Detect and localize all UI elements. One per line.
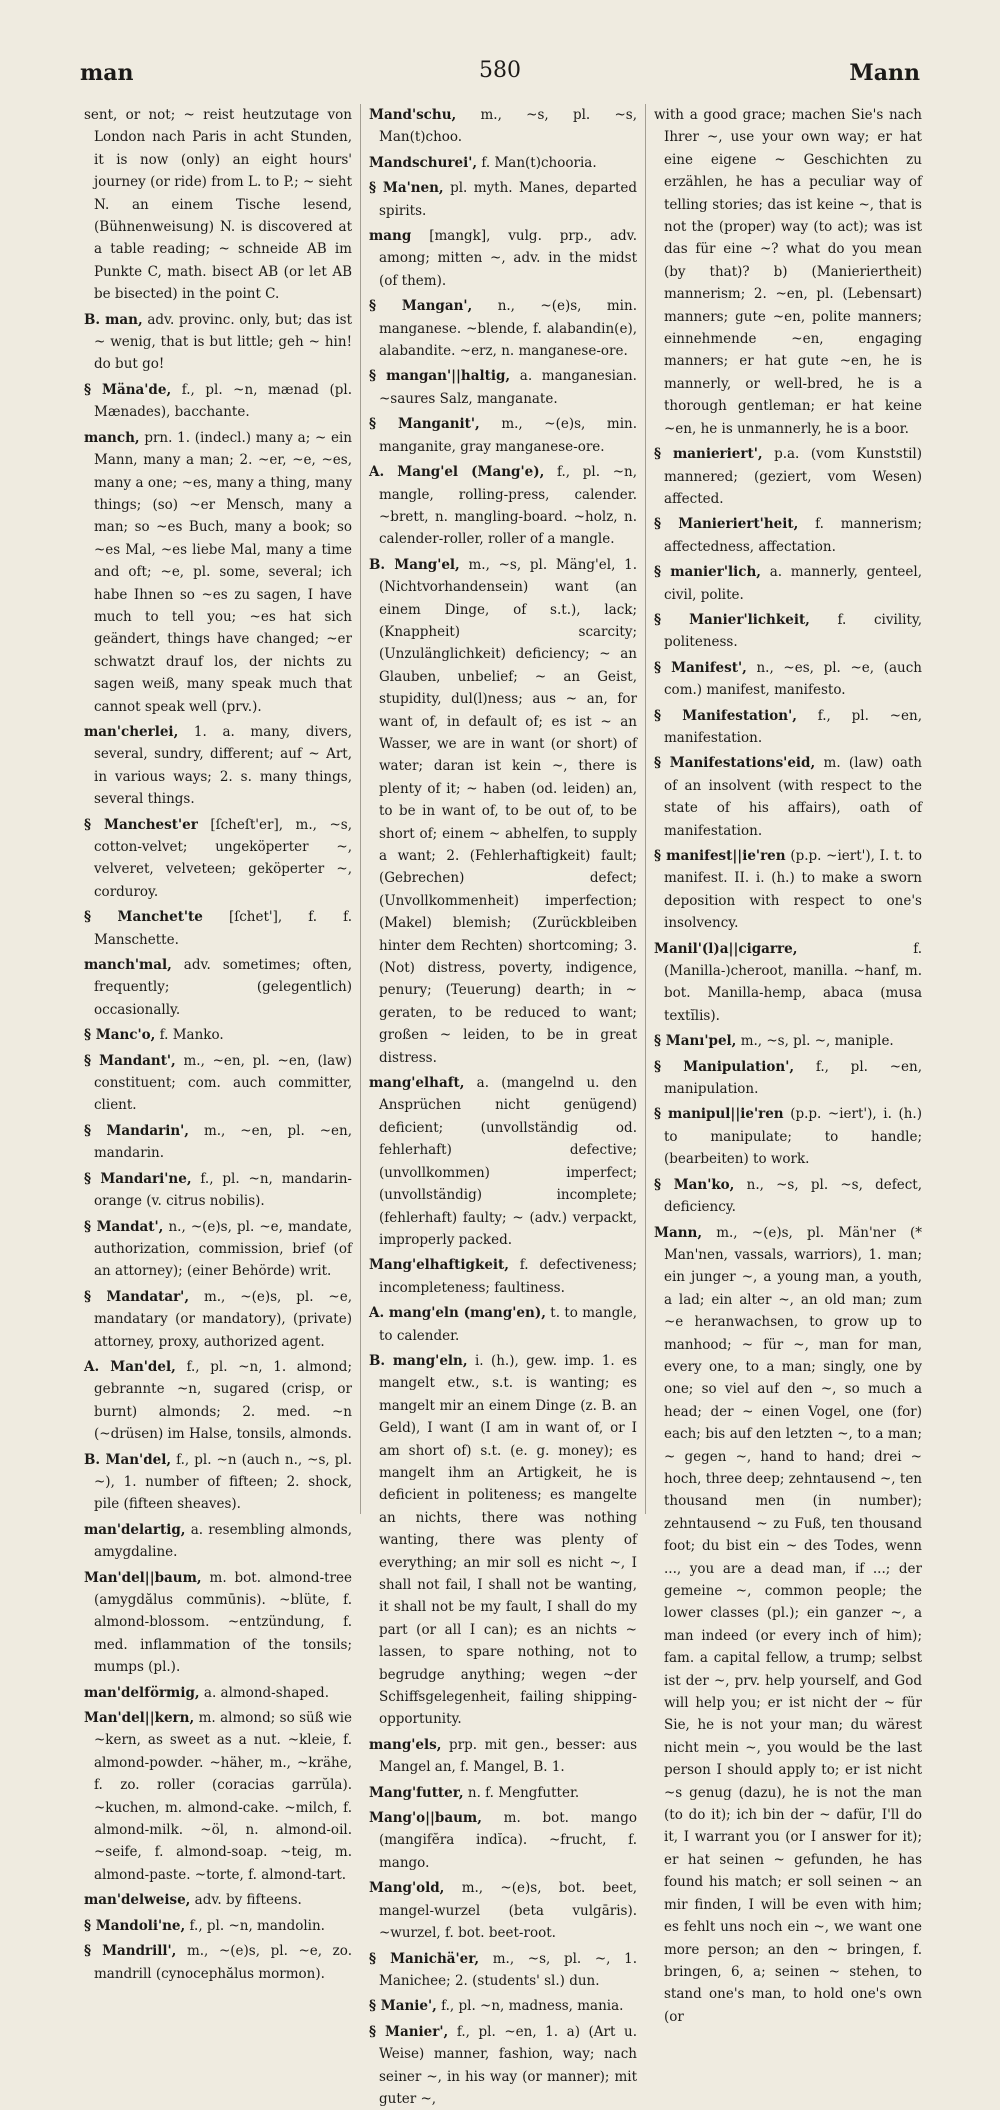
entry-headword: § Mandarin',: [84, 1122, 189, 1139]
entry-definition: adv. by fifteens.: [194, 1892, 302, 1909]
entry-headword: § Manifest',: [654, 659, 747, 676]
entry-headword: § Mandat',: [84, 1218, 164, 1235]
dictionary-entry: [654, 1103, 922, 1170]
dictionary-entry: [369, 177, 637, 222]
entry-headword: Mandschurei',: [369, 154, 478, 171]
dictionary-entry: [84, 1050, 352, 1117]
column-3: [648, 104, 928, 2025]
dictionary-entry: [369, 225, 637, 292]
dictionary-entry: [84, 814, 352, 904]
column-2: [363, 104, 643, 2107]
entry-definition: sent, or not; ~ reist heutzutage von London nach Paris in acht Stunden, it is now (only) an eight hours' journey (or ride) from L. to P.; ~ sieht N. an einem Tische lesend, (Bühnenweisung) N. is discovered at a table reading; ~ schneide AB im Punkte C, math. bisect AB (or let AB be bisected) in the point C.: [84, 107, 352, 303]
entry-definition: a. almond-shaped.: [203, 1684, 329, 1701]
dictionary-entry: [84, 1915, 352, 1937]
entry-headword: Manil'(l)a||cigarre,: [654, 940, 798, 957]
entry-definition: m., ~en, pl. ~en, (law) constituent; com. auch committer, client.: [94, 1052, 352, 1114]
entry-headword: man'delweise,: [84, 1892, 191, 1909]
entry-headword: § Mangan',: [369, 298, 473, 315]
entry-definition: m., ~s, pl. ~s, Man(t)choo.: [379, 107, 637, 146]
dictionary-entry: [654, 1174, 922, 1219]
dictionary-entry: [84, 1216, 352, 1283]
entry-definition: a. (mangelnd u. den Ansprüchen nicht genügend) deficient; (unvollständig od. fehlerhaft) defective; (unvollkommen) imperfect; (unvollständig) incomplete; (fehlerhaft) faulty; ~ (adv.) verpackt, improperly packed.: [379, 1075, 637, 1248]
right-guide-word: Mann: [849, 60, 920, 86]
entry-definition: f., pl. ~n, mandarin-orange (v. citrus nobilis).: [94, 1170, 352, 1210]
column-divider: [360, 104, 361, 1514]
entry-definition: f. (Manilla-)cheroot, manilla. ~hanf, m. bot. Manilla-hemp, abaca (musa textĭlis).: [664, 940, 922, 1024]
entry-definition: f., pl. ~n, madness, mania.: [441, 1998, 624, 2015]
entry-headword: Man'del||kern,: [84, 1710, 195, 1727]
entry-headword: man'delförmig,: [84, 1684, 200, 1701]
entry-definition: m., ~s, pl. ~, 1. Manichee; 2. (students' sl.) dun.: [379, 1950, 637, 1989]
dictionary-entry: [84, 1567, 352, 1679]
entry-headword: § manifest||ie'ren: [654, 848, 786, 864]
entry-definition: a. manganesian. ~saures Salz, manganate.: [379, 368, 637, 407]
entry-definition: adv. provinc. only, but; das ist ~ wenig, that is but little; geh ~ hin! do but go!: [94, 311, 352, 373]
dictionary-entry: [369, 1254, 637, 1299]
dictionary-entry: [369, 461, 637, 551]
entry-headword: A. Man'del,: [84, 1358, 176, 1375]
column-divider: [645, 104, 646, 1514]
entry-definition: m., ~(e)s, pl. Män'ner (* Man'nen, vassals, warriors), 1. man; ein junger ~, a young man, a youth, a lad; ein alter ~, an old man; zum ~e heranwachsen, to grow up to manhood; ~ für ~, man for man, every one, to a man; singly, one by one; so viel auf den ~, so much a head; der ~ einen Vogel, one (for) each; bis auf den letzten ~, to a man; ~ gegen ~, hand to hand; drei ~ hoch, three deep; zehntausend ~, ten thousand men (in number); zehntausend ~ zu Fuß, ten thousand foot; du bist ein ~ des Todes, wenn ..., you are a dead man, if ...; der gemeine ~, common people; the lower classes (pl.); ein ganzer ~, a man indeed (or every inch of him); fam. a capital fellow, a trump; selbst ist der ~, prv. help yourself, and God will help you; er ist nicht der ~ für Sie, he is not your man; du wärest nicht mein ~, you would be the last person I should apply to; er ist nicht ~s genug (dazu), he is not the man (to do it); ich bin der ~ dafür, I'll do it, I warrant you (or I answer for it); er hat seinen ~ gefunden, he has found his match; er soll seinen ~ an mir finden, I will be even with him; es fehlt uns noch ein ~, we want one more person; an den ~ bringen, f. bringen, 6, a; seinen ~ stehen, to stand one's man, to hold one's own (or: [664, 1224, 922, 2025]
dictionary-entry: [369, 1948, 637, 1993]
entry-headword: § manieriert',: [654, 446, 763, 463]
entry-headword: § Mandari'ne,: [84, 1170, 192, 1187]
dictionary-entry: [84, 1940, 352, 1985]
entry-definition: m., ~(e)s, pl. ~e, zo. mandrill (cynocephălus mormon).: [94, 1943, 352, 1982]
dictionary-entry: [84, 1682, 352, 1704]
dictionary-entry: [654, 513, 922, 558]
dictionary-entry: [84, 379, 352, 424]
entry-definition: m. bot. almond-tree (amygdălus commūnis). ~blüte, f. almond-blossom. ~entzündung, f. med. inflammation of the tonsils; mumps (pl.).: [94, 1569, 352, 1676]
dictionary-entry: [369, 1072, 637, 1251]
entry-headword: § Mandoli'ne,: [84, 1917, 186, 1934]
dictionary-entry: [654, 609, 922, 654]
entry-definition: prp. mit gen., besser: aus Mangel an, f. Mangel, B. 1.: [379, 1736, 638, 1776]
entry-definition: 1. a. many, divers, several, sundry, different; auf ~ Art, in various ways; 2. s. many things, several things.: [94, 723, 352, 808]
entry-headword: mang'elhaft,: [369, 1075, 465, 1092]
left-guide-word: man: [80, 60, 134, 86]
entry-definition: n., ~(e)s, min. manganese. ~blende, f. alabandin(e), alabandite. ~erz, n. manganese-ore.: [379, 298, 637, 360]
dictionary-entry: [369, 104, 637, 149]
entry-headword: § Manier',: [369, 2023, 449, 2040]
entry-definition: f. defectiveness; incompleteness; faultiness.: [379, 1257, 637, 1296]
entry-headword: § Manc'o,: [84, 1027, 156, 1044]
dictionary-entry: [369, 413, 637, 458]
entry-headword: § Manichä'er,: [369, 1950, 480, 1967]
dictionary-entry: [654, 443, 922, 510]
entry-headword: § Manchest'er: [84, 816, 198, 833]
entry-headword: A. mang'eln (mang'en),: [369, 1305, 546, 1322]
entry-headword: Mann,: [654, 1224, 703, 1241]
entry-headword: Mang'futter,: [369, 1784, 464, 1801]
dictionary-entry: [84, 1449, 352, 1516]
entry-definition: f. Manko.: [159, 1027, 224, 1044]
dictionary-entry: [654, 657, 922, 702]
entry-definition: [ſchet'], f. f. Manschette.: [94, 909, 352, 948]
entry-headword: § Mäna'de,: [84, 381, 172, 398]
entry-headword: Man'del||baum,: [84, 1569, 202, 1586]
dictionary-entry: [654, 1222, 922, 2029]
entry-definition: adv. sometimes; often, frequently; (gelegentlich) occasionally.: [94, 957, 352, 1018]
entry-headword: Mand'schu,: [369, 107, 457, 123]
dictionary-entry: [654, 1030, 922, 1052]
entry-headword: § manier'lich,: [654, 564, 761, 581]
dictionary-entry: [84, 1120, 352, 1165]
dictionary-entry: [84, 1168, 352, 1213]
entry-headword: § Manie',: [369, 1998, 437, 2015]
entry-headword: § manipul||ie'ren: [654, 1106, 784, 1123]
entry-definition: m. (law) oath of an insolvent (with respect to the state of his affairs), oath of manifestation.: [664, 755, 922, 839]
entry-headword: § Manchet'te: [84, 909, 203, 926]
entry-headword: man'cherlei,: [84, 723, 179, 740]
dictionary-entry: [654, 1056, 922, 1101]
page-header: [0, 56, 1000, 96]
entry-headword: Mang'elhaftigkeit,: [369, 1257, 509, 1274]
entry-definition: m., ~en, pl. ~en, mandarin.: [94, 1122, 352, 1162]
entry-headword: § Manı'pel,: [654, 1033, 737, 1050]
entry-definition: m., ~s, pl. Mäng'el, 1. (Nichtvorhandensein) want (an einem Dinge, of s.t.), lack; (Knappheit) scarcity; (Unzulänglichkeit) deficiency; ~ an Glauben, unbelief; ~ an Geist, stupidity, dul(l)ness; aus ~ an, for want of, in default of; es ist ~ an Wasser, we are in want (or short) of water; daran ist kein ~, there is plenty of it; ~ haben (od. leiden) an, to be in want of, to be out of, to be short of; einem ~ abhelfen, to supply a want; 2. (Fehlerhaftigkeit) fault; (Gebrechen) defect; (Unvollkommenheit) imperfection; (Makel) blemish; (Zurückbleiben hinter dem Rechten) shortcoming; 3. (Not) distress, poverty, indigence, penury; (Teuerung) dearth; in ~ geraten, to be reduced to want; großen ~ leiden, to be in great distress.: [379, 556, 637, 1066]
entry-definition: m., ~(e)s, pl. ~e, mandatary (or mandatory), (private) attorney, proxy, authorized agent.: [94, 1288, 353, 1350]
entry-headword: Mang'old,: [369, 1880, 445, 1897]
entry-headword: B. Mang'el,: [369, 556, 460, 573]
dictionary-entry: [369, 1302, 637, 1347]
dictionary-entry: [84, 906, 352, 951]
dictionary-entry: [369, 2021, 637, 2110]
entry-definition: f. civility, politeness.: [664, 611, 923, 651]
entry-headword: mang'els,: [369, 1736, 442, 1753]
dictionary-entry: [84, 309, 352, 376]
entry-headword: § Mandatar',: [84, 1288, 190, 1305]
dictionary-entry: [84, 427, 352, 718]
dictionary-entry: [369, 152, 637, 174]
entry-definition: f., pl. ~en, manifestation.: [664, 707, 922, 746]
entry-headword: manch'mal,: [84, 957, 172, 974]
entry-definition: prn. 1. (indecl.) many a; ~ ein Mann, many a man; 2. ~er, ~e, ~es, many a one; ~es, many a thing, many things; (so) ~er Mensch, many a man; so ~es Buch, many a book; so ~es Mal, ~es liebe Mal, many a time and oft; ~e, pl. some, several; ich habe Ihnen so ~es zu sagen, I have much to tell you; ~es hat sich geändert, things have changed; ~er schwatzt drauf los, der nichts zu sagen weiß, many speak much that cannot speak well (prv.).: [94, 429, 352, 715]
text-columns: [78, 104, 942, 2107]
entry-headword: mang: [369, 228, 412, 245]
entry-definition: n., ~(e)s, pl. ~e, mandate, authorization, commission, brief (of an attorney); (einer Behörde) writ.: [94, 1218, 352, 1280]
entry-definition: a. mannerly, genteel, civil, polite.: [664, 564, 922, 603]
entry-headword: § Mandant',: [84, 1052, 176, 1069]
entry-definition: (p.p. ~iert'), I. t. to manifest. II. i. (h.) to make a sworn deposition with respect to one's insolvency.: [664, 848, 922, 932]
entry-headword: § Ma'nen,: [369, 180, 444, 197]
entry-headword: § Manipulation',: [654, 1058, 795, 1075]
entry-definition: t. to mangle, to calender.: [379, 1305, 637, 1344]
entry-headword: § Mandrill',: [84, 1943, 177, 1960]
entry-definition: f., pl. ~n (auch n., ~s, pl. ~), 1. number of fifteen; 2. shock, pile (fifteen sheaves).: [94, 1451, 353, 1513]
entry-definition: f., pl. ~n, mangle, rolling-press, calender. ~brett, n. mangling-board. ~holz, n. calender-roller, roller of a mangle.: [379, 464, 637, 548]
entry-definition: f. Man(t)chooria.: [481, 154, 597, 171]
dictionary-entry: [369, 1782, 637, 1804]
entry-headword: Mang'o||baum,: [369, 1810, 482, 1827]
entry-headword: man'delartig,: [84, 1521, 186, 1538]
entry-definition: f., pl. ~en, 1. a) (Art u. Weise) manner, fashion, way; nach seiner ~, in his way (or manner); mit guter ~,: [379, 2023, 637, 2107]
entry-definition: a. resembling almonds, amygdaline.: [94, 1521, 352, 1561]
entry-definition: i. (h.), gew. imp. 1. es mangelt etw., s.t. is wanting; es mangelt mir an einem Dinge (z. B. an Geld), I want (I am in want of, or I am short of) s.t. (e. g. money); es mangelt ihm an Artigkeit, he is deficient in politeness; es mangelte an nichts, there was nothing wanting, there was plenty of everything; an mir soll es nicht ~, I shall not fail, I shall not be wanting, it shall not be my fault, I shall do my part (or all I can); es an nichts ~ lassen, to spare nothing, not to begrudge anything; wegen ~der Schiffsgelegenheit, failing shipping-opportunity.: [379, 1352, 638, 1728]
entry-headword: B. Man'del,: [84, 1451, 172, 1468]
entry-definition: [mangk], vulg. prp., adv. among; mitten ~, adv. in the midst (of them).: [379, 228, 637, 289]
entry-headword: § mangan'||haltig,: [369, 368, 511, 385]
dictionary-entry: [654, 705, 922, 750]
dictionary-entry: [369, 1877, 637, 1944]
entry-headword: § Manifestation',: [654, 707, 797, 724]
dictionary-entry: [84, 721, 352, 811]
dictionary-entry: [369, 1995, 637, 2017]
entry-definition: m. almond; so süß wie ~kern, as sweet as a nut. ~kleie, f. almond-powder. ~häher, m., ~krähe, f. zo. roller (coracias garrŭla). ~kuchen, m. almond-cake. ~milch, f. almond-milk. ~öl, n. almond-oil. ~seife, f. almond-soap. ~teig, m. almond-paste. ~torte, f. almond-tart.: [94, 1710, 353, 1883]
entry-definition: with a good grace; machen Sie's nach Ihrer ~, use your own way; er hat eine eigene ~ Geschichten zu erzählen, he has a peculiar way of telling stories; das ist keine ~, that is not the (proper) way (to act); was ist das für eine ~? what do you mean (by that)? b) (Manieriertheit) mannerism; 2. ~en, pl. (Lebensart) manners; gute ~en, polite manners; einnehmende ~en, engaging manners; er hat gute ~en, he is mannerly, or well-bred, he is a thorough gentleman; er hat keine ~en, he is unmannerly, he is a boor.: [654, 107, 922, 437]
entry-definition: n., ~es, pl. ~e, (auch com.) manifest, manifesto.: [664, 659, 922, 699]
entry-definition: [ſcheſt'er], m., ~s, cotton-velvet; ungeköperter ~, velveret, velveteen; geköperter ~, corduroy.: [94, 816, 352, 900]
entry-headword: § Manganit',: [369, 416, 480, 433]
dictionary-entry: [654, 104, 922, 440]
entry-headword: § Manifestations'eid,: [654, 755, 816, 772]
dictionary-entry: [369, 1734, 637, 1779]
dictionary-entry: [84, 1286, 352, 1353]
dictionary-entry: [84, 954, 352, 1021]
entry-headword: § Manieriert'heit,: [654, 516, 799, 533]
dictionary-entry: [84, 1519, 352, 1564]
entry-definition: f., pl. ~n, 1. almond; gebrannte ~n, sugared (crisp, or burnt) almonds; 2. med. ~n (~drüsen) im Halse, tonsils, almonds.: [94, 1358, 352, 1443]
entry-definition: n. f. Mengfutter.: [467, 1784, 580, 1801]
dictionary-entry: [369, 554, 637, 1069]
dictionary-entry: [369, 1350, 637, 1731]
dictionary-entry: [84, 1024, 352, 1046]
entry-definition: pl. myth. Manes, departed spirits.: [379, 180, 637, 219]
entry-definition: p.a. (vom Kunststil) mannered; (geziert, vom Wesen) affected.: [664, 446, 922, 507]
entry-definition: n., ~s, pl. ~s, defect, deficiency.: [664, 1176, 922, 1216]
dictionary-entry: [369, 365, 637, 410]
entry-headword: manch,: [84, 429, 140, 446]
entry-definition: m. bot. mango (mangifĕra indĭca). ~frucht, f. mango.: [379, 1810, 637, 1871]
entry-headword: § Manier'lichkeit,: [654, 611, 810, 628]
entry-definition: f., pl. ~n, mænad (pl. Mænades), bacchante.: [94, 381, 352, 421]
entry-definition: f. mannerism; affectedness, affectation.: [664, 516, 923, 555]
dictionary-entry: [84, 104, 352, 306]
dictionary-entry: [84, 1889, 352, 1911]
dictionary-entry: [654, 561, 922, 606]
dictionary-entry: [654, 938, 922, 1028]
entry-definition: (p.p. ~iert'), i. (h.) to manipulate; to handle; (bearbeiten) to work.: [664, 1106, 922, 1168]
entry-definition: m., ~(e)s, min. manganite, gray manganese-ore.: [379, 416, 638, 455]
entry-definition: m., ~(e)s, bot. beet, mangel-wurzel (beta vulgāris). ~wurzel, f. bot. beet-root.: [379, 1880, 637, 1942]
dictionary-entry: [84, 1356, 352, 1446]
dictionary-entry: [84, 1707, 352, 1886]
entry-headword: A. Mang'el (Mang'e),: [369, 464, 545, 481]
entry-definition: f., pl. ~n, mandolin.: [189, 1917, 325, 1934]
dictionary-entry: [654, 752, 922, 842]
entry-headword: § Man'ko,: [654, 1176, 735, 1193]
entry-definition: m., ~s, pl. ~, maniple.: [740, 1033, 894, 1050]
dictionary-entry: [369, 295, 637, 362]
dictionary-entry: [654, 845, 922, 935]
page-number: 580: [479, 58, 521, 83]
entry-definition: f., pl. ~en, manipulation.: [664, 1058, 922, 1098]
entry-headword: B. mang'eln,: [369, 1352, 468, 1369]
dictionary-entry: [369, 1807, 637, 1874]
column-1: [78, 104, 358, 1982]
entry-headword: B. man,: [84, 311, 143, 328]
